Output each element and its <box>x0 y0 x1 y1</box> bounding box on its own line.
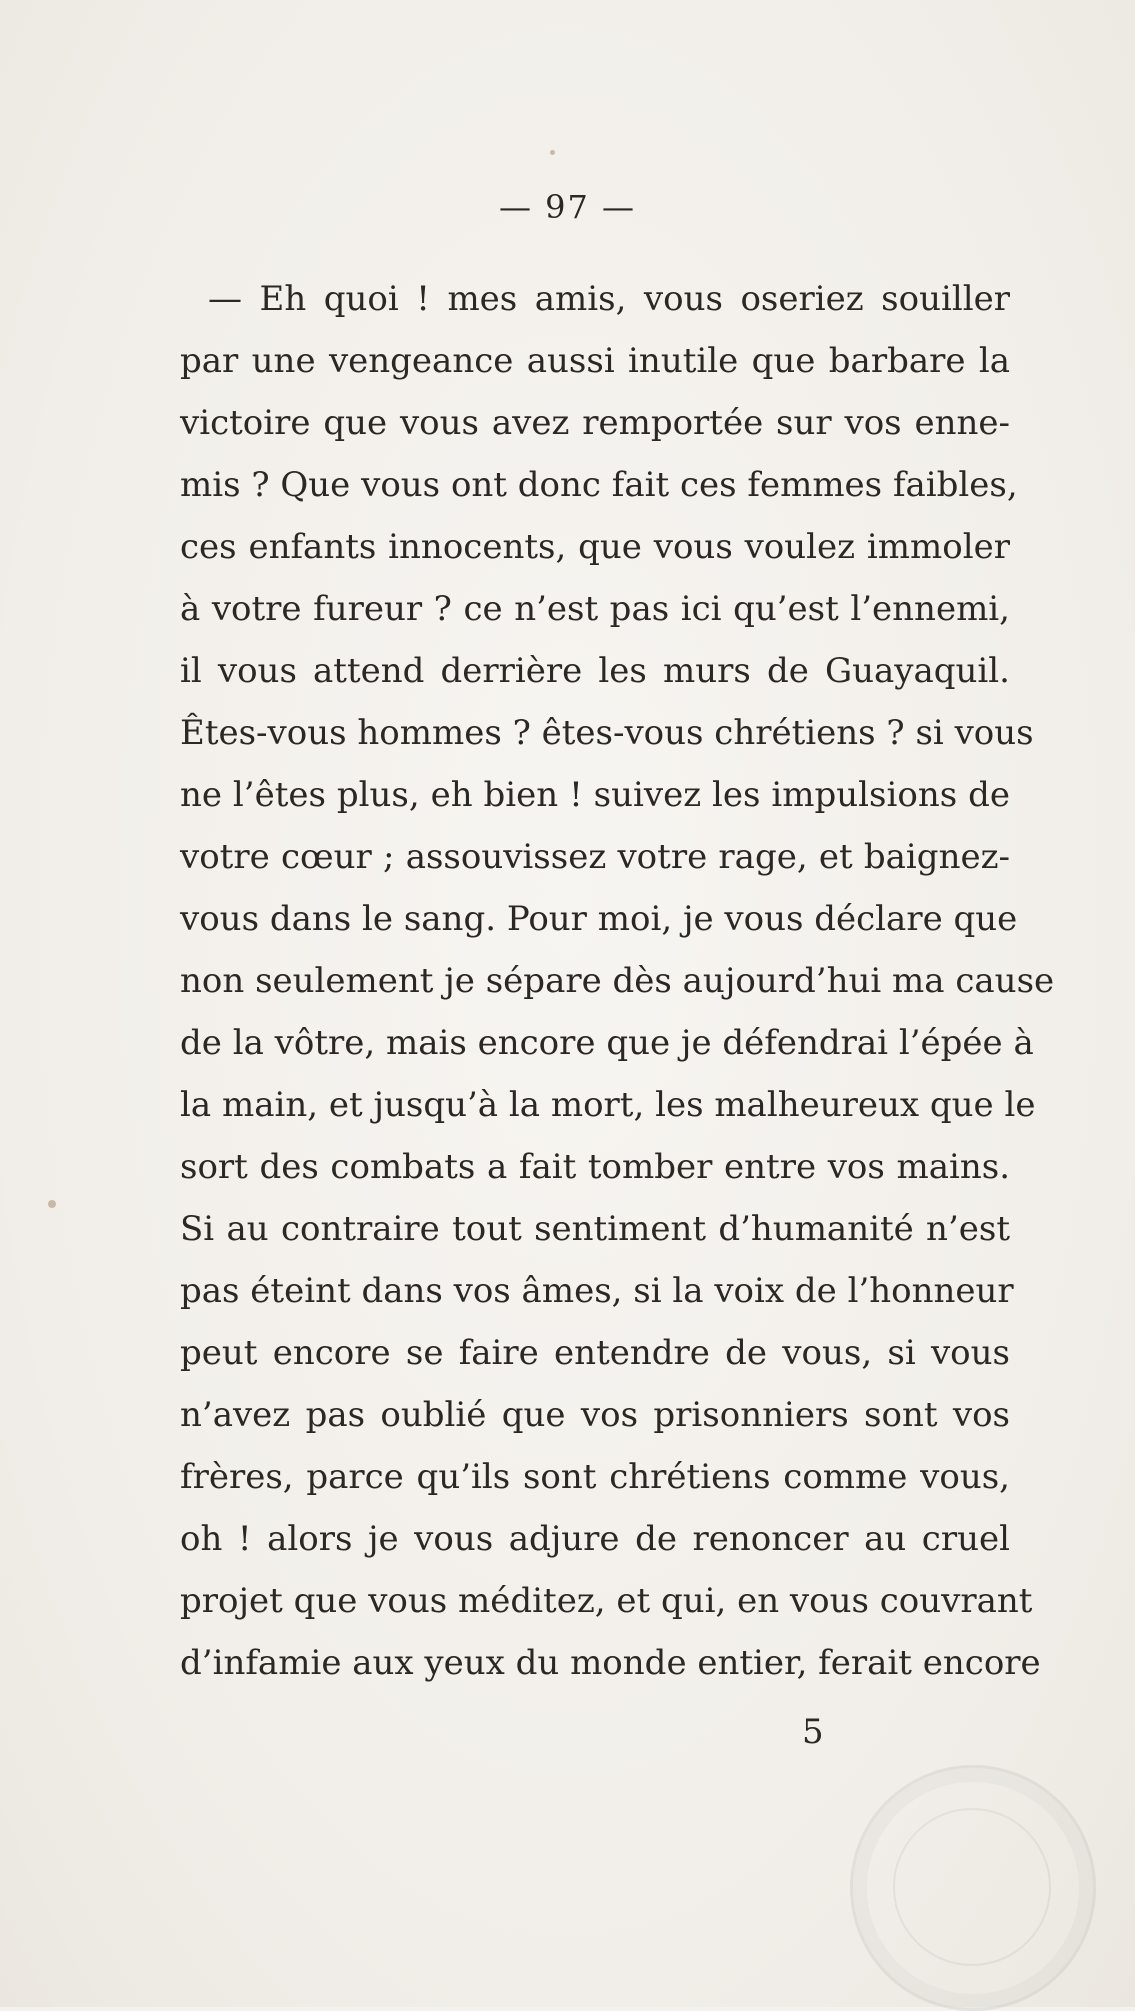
text-line: mis ? Que vous ont donc fait ces femmes faibles, <box>180 465 1018 505</box>
text-line: votre cœur ; assouvissez votre rage, et baignez- <box>180 837 1010 877</box>
signature-number: 5 <box>802 1712 824 1752</box>
text-line: il vous attend derrière les murs de Guayaquil. <box>180 651 1010 691</box>
paper-speck <box>550 150 555 155</box>
text-line: par une vengeance aussi inutile que barbare la <box>180 341 1010 381</box>
text-line: n’avez pas oublié que vos prisonniers sont vos <box>180 1395 1010 1435</box>
text-line: projet que vous méditez, et qui, en vous couvrant <box>180 1581 1033 1621</box>
text-line: ne l’êtes plus, eh bien ! suivez les impulsions de <box>180 775 1010 815</box>
text-line: frères, parce qu’ils sont chrétiens comme vous, <box>180 1457 1010 1497</box>
paper-speck <box>48 1200 56 1208</box>
text-line: Êtes-vous hommes ? êtes-vous chrétiens ? si vous <box>180 713 1034 753</box>
text-line: d’infamie aux yeux du monde entier, ferait encore <box>180 1643 1041 1683</box>
text-line: peut encore se faire entendre de vous, si vous <box>180 1333 1010 1373</box>
text-line: Si au contraire tout sentiment d’humanité n’est <box>180 1209 1010 1249</box>
text-line: non seulement je sépare dès aujourd’hui ma cause <box>180 961 1055 1001</box>
body-text <box>180 268 1055 1694</box>
text-line: victoire que vous avez remportée sur vos enne- <box>180 403 1010 443</box>
text-line: sort des combats a fait tomber entre vos mains. <box>180 1147 1010 1187</box>
text-line: vous dans le sang. Pour moi, je vous déclare que <box>180 899 1018 939</box>
text-line: oh ! alors je vous adjure de renoncer au cruel <box>180 1519 1010 1559</box>
text-line: ces enfants innocents, que vous voulez immoler <box>180 527 1010 567</box>
text-line: — Eh quoi ! mes amis, vous oseriez souiller <box>208 279 1010 319</box>
text-line: pas éteint dans vos âmes, si la voix de l’honneur <box>180 1271 1014 1311</box>
page-number: — 97 — <box>498 188 637 226</box>
text-line: la main, et jusqu’à la mort, les malheureux que le <box>180 1085 1036 1125</box>
text-line: de la vôtre, mais encore que je défendrai l’épée à <box>180 1023 1034 1063</box>
library-stamp <box>850 1765 1096 2011</box>
text-line: à votre fureur ? ce n’est pas ici qu’est l’ennemi, <box>180 589 1010 629</box>
